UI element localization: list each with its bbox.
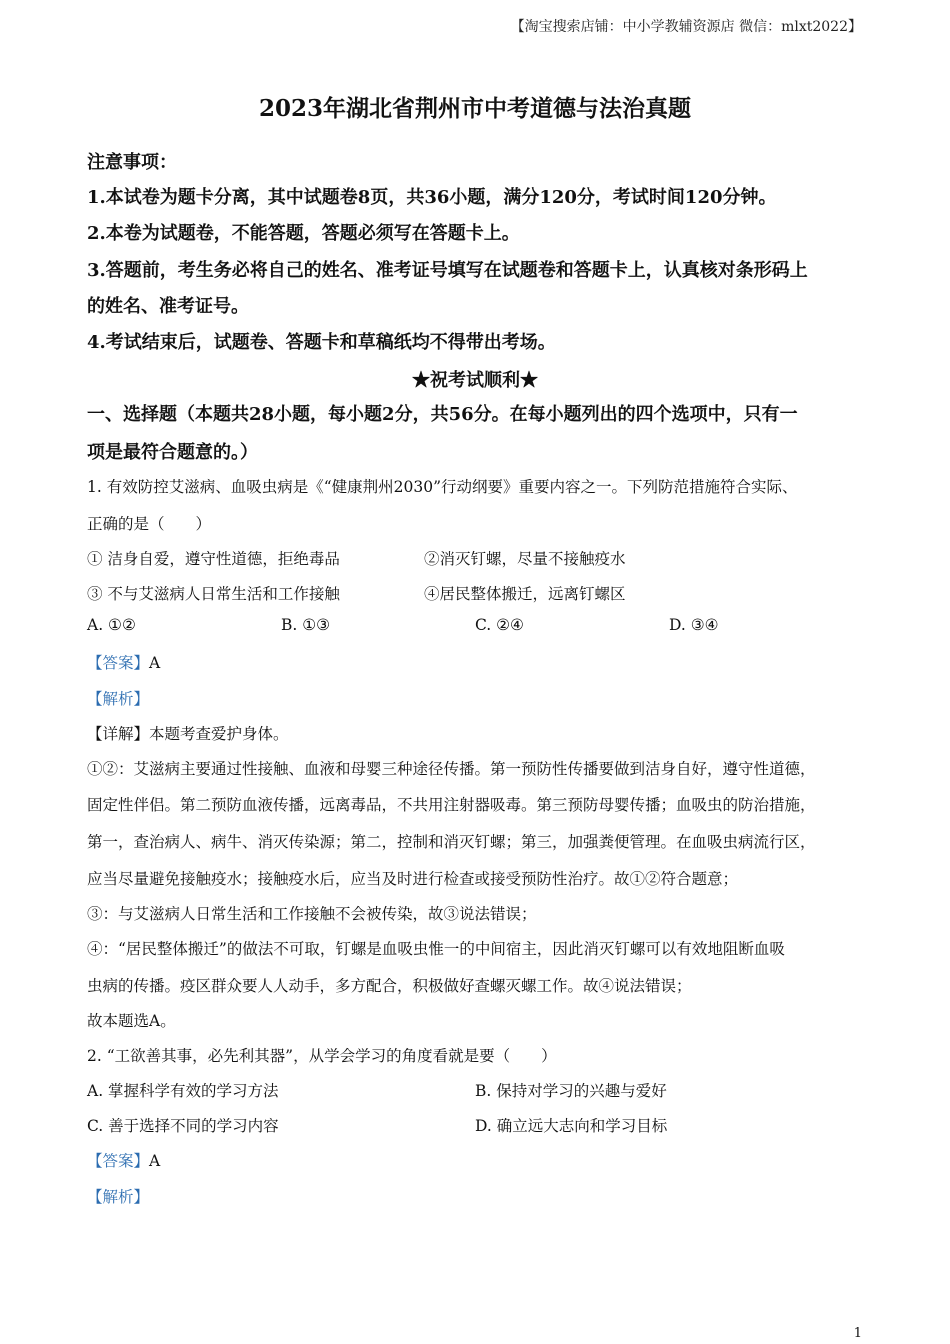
q1-answer bbox=[87, 651, 160, 673]
notice-item: 2.本卷为试题卷，不能答题，答题必须写在答题卡上。 bbox=[87, 223, 520, 244]
q1-detail-line: 应当尽量避免接触疫水；接触疫水后，应当及时进行检查或接受预防性治疗。故①②符合题意； bbox=[87, 870, 739, 888]
q1-option-a: A. ①② bbox=[87, 616, 136, 634]
q1-stem: 1. 有效防控艾滋病、血吸虫病是《“健康荆州2030”行动纲要》重要内容之一。下列防范措施符合实际、 bbox=[87, 478, 798, 496]
q1-statement: ③ 不与艾滋病人日常生活和工作接触 bbox=[87, 585, 340, 603]
q1-detail-line: 第一，查治病人、病牛、消灭传染源；第二，控制和消灭钉螺；第三，加强粪便管理。在血吸虫病流行区， bbox=[87, 833, 816, 851]
page-title: 2023年湖北省荆州市中考道德与法治真题 bbox=[258, 95, 691, 122]
notice-item: 1.本试卷为题卡分离，其中试题卷8页，共36小题，满分120分，考试时间120分钟。 bbox=[87, 187, 777, 208]
q1-option-b: B. ①③ bbox=[281, 616, 331, 634]
page-number: 1 bbox=[853, 1326, 862, 1341]
q1-detail-line: ④：“居民整体搬迁”的做法不可取，钉螺是血吸虫惟一的中间宿主，因此消灭钉螺可以有效地阻断血吸 bbox=[87, 940, 785, 958]
q1-statement: ④居民整体搬迁，远离钉螺区 bbox=[424, 585, 626, 603]
q2-stem: 2. “工欲善其事，必先利其器”，从学会学习的角度看就是要（ ） bbox=[87, 1047, 557, 1065]
q2-analysis-tag: 【解析】 bbox=[87, 1188, 150, 1206]
q2-option-a: A. 掌握科学有效的学习方法 bbox=[87, 1082, 279, 1100]
q1-option-d: D. ③④ bbox=[669, 616, 719, 634]
header-watermark: 【淘宝搜索店铺：中小学教辅资源店 微信：mlxt2022】 bbox=[510, 19, 862, 35]
answer-value: A bbox=[149, 1152, 161, 1170]
section-heading: 一、选择题（本题共28小题，每小题2分，共56分。在每小题列出的四个选项中，只有一 bbox=[87, 404, 798, 425]
q1-stem-cont: 正确的是（ ） bbox=[87, 515, 212, 533]
notice-heading: 注意事项： bbox=[87, 152, 177, 173]
q1-detail-line: 固定性伴侣。第二预防血液传播，远离毒品，不共用注射器吸毒。第三预防母婴传播；血吸虫的防治措施， bbox=[87, 796, 816, 814]
notice-item: 3.答题前，考生务必将自己的姓名、准考证号填写在试题卷和答题卡上，认真核对条形码上 bbox=[87, 260, 808, 281]
answer-tag: 【答案】 bbox=[87, 654, 150, 672]
answer-tag: 【答案】 bbox=[87, 1152, 150, 1170]
q2-option-b: B. 保持对学习的兴趣与爱好 bbox=[475, 1082, 667, 1100]
q1-statement: ① 洁身自爱，遵守性道德，拒绝毒品 bbox=[87, 550, 340, 568]
notice-item: 4.考试结束后，试题卷、答题卡和草稿纸均不得带出考场。 bbox=[87, 332, 556, 353]
q1-detail-line: ③：与艾滋病人日常生活和工作接触不会被传染，故③说法错误； bbox=[87, 905, 537, 923]
q1-option-c: C. ②④ bbox=[475, 616, 524, 634]
answer-value: A bbox=[149, 654, 161, 672]
q1-detail-line: 故本题选A。 bbox=[87, 1012, 176, 1030]
q1-detail-line: 【详解】本题考查爱护身体。 bbox=[87, 725, 289, 743]
notice-item: 的姓名、准考证号。 bbox=[87, 296, 249, 317]
section-heading-cont: 项是最符合题意的。） bbox=[87, 442, 258, 463]
q1-detail-line: ①②：艾滋病主要通过性接触、血液和母婴三种途径传播。第一预防性传播要做到洁身自好，遵守性道德， bbox=[87, 760, 816, 778]
q2-answer bbox=[87, 1149, 160, 1171]
blessing: ★祝考试顺利★ bbox=[412, 370, 538, 391]
q1-detail-line: 虫病的传播。疫区群众要人人动手，多方配合，积极做好查螺灭螺工作。故④说法错误； bbox=[87, 977, 692, 995]
q2-option-c: C. 善于选择不同的学习内容 bbox=[87, 1117, 279, 1135]
q1-statement: ②消灭钉螺，尽量不接触疫水 bbox=[424, 550, 626, 568]
q1-analysis-tag: 【解析】 bbox=[87, 690, 150, 708]
q2-option-d: D. 确立远大志向和学习目标 bbox=[475, 1117, 668, 1135]
